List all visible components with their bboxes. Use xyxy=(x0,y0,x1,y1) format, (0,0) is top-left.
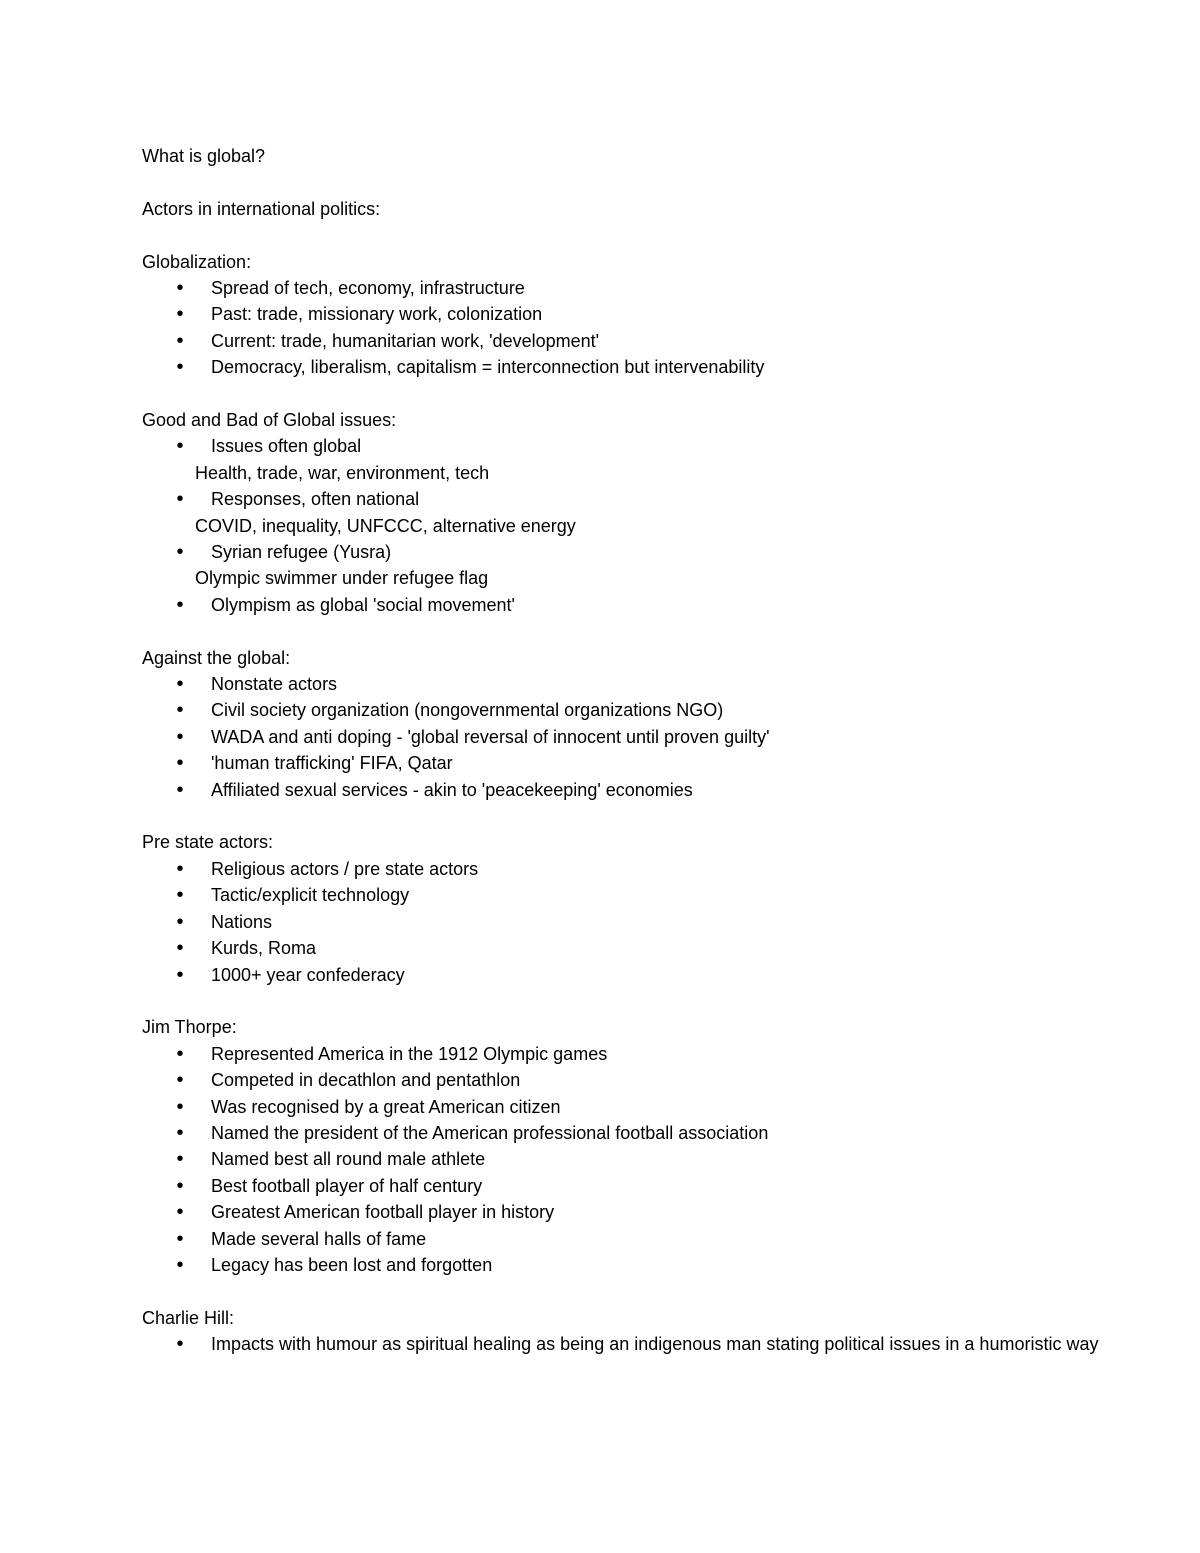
list-item-text: Represented America in the 1912 Olympic games xyxy=(211,1043,608,1064)
list-item-text: Current: trade, humanitarian work, 'development' xyxy=(211,330,600,351)
bullet-icon: • xyxy=(176,277,184,299)
list-item-text: Olympism as global 'social movement' xyxy=(211,594,515,615)
list-item-text: Nonstate actors xyxy=(211,674,338,695)
list-item-text: 1000+ year confederacy xyxy=(211,964,405,985)
bullet-icon: • xyxy=(176,1253,184,1276)
list-item xyxy=(142,1173,1102,1199)
list-item-text: Greatest American football player in history xyxy=(211,1202,555,1223)
bullet-icon: • xyxy=(176,1148,184,1171)
spacer xyxy=(142,988,1102,1014)
list-item xyxy=(142,962,1102,988)
list-item-text: Nations xyxy=(211,911,273,932)
bullet-icon: • xyxy=(176,1227,184,1250)
bullet-list xyxy=(142,671,1102,803)
list-item xyxy=(142,328,1102,354)
bullet-icon: • xyxy=(176,884,184,907)
spacer xyxy=(142,381,1102,407)
bullet-icon: • xyxy=(176,857,184,880)
spacer xyxy=(142,618,1102,644)
bullet-icon: • xyxy=(176,356,184,379)
list-item xyxy=(142,750,1102,776)
bullet-icon: • xyxy=(176,725,184,748)
list-item xyxy=(142,1331,1102,1357)
list-item xyxy=(142,1199,1102,1225)
list-item-text: Tactic/explicit technology xyxy=(211,885,410,906)
list-item xyxy=(142,1226,1102,1252)
bullet-icon: • xyxy=(176,1333,184,1356)
list-item-text: Impacts with humour as spiritual healing as being an indigenous man stating political issues in a humoristic way xyxy=(211,1334,1099,1355)
bullet-icon: • xyxy=(176,1174,184,1197)
list-item-text: Legacy has been lost and forgotten xyxy=(211,1254,493,1275)
list-item xyxy=(142,856,1102,882)
list-item-subline: Health, trade, war, environment, tech xyxy=(195,462,490,483)
list-item-text: Spread of tech, economy, infrastructure xyxy=(211,278,525,298)
section-heading: Against the global: xyxy=(142,647,291,668)
list-item-text: Best football player of half century xyxy=(211,1175,483,1196)
bullet-icon: • xyxy=(176,1095,184,1118)
list-item xyxy=(142,1067,1102,1093)
list-item xyxy=(142,354,1102,380)
list-item-text: Issues often global xyxy=(211,436,362,457)
spacer xyxy=(142,1278,1102,1304)
list-item-text: Affiliated sexual services - akin to 'peacekeeping' economies xyxy=(211,779,693,800)
list-item xyxy=(142,433,1102,459)
bullet-icon: • xyxy=(176,329,184,352)
bullet-icon: • xyxy=(176,593,184,616)
list-item xyxy=(142,909,1102,935)
list-item-text: Democracy, liberalism, capitalism = interconnection but intervenability xyxy=(211,357,765,378)
list-item xyxy=(142,486,1102,512)
bullet-icon: • xyxy=(176,541,184,564)
document-page xyxy=(142,143,1102,1358)
section-heading: Good and Bad of Global issues: xyxy=(142,410,397,431)
list-item-subline: Olympic swimmer under refugee flag xyxy=(195,568,489,589)
list-item xyxy=(142,882,1102,908)
list-item xyxy=(142,275,1102,301)
list-item-text: Syrian refugee (Yusra) xyxy=(211,542,392,563)
bullet-icon: • xyxy=(176,699,184,722)
bullet-icon: • xyxy=(176,752,184,775)
list-item xyxy=(142,1041,1102,1067)
list-item xyxy=(142,1146,1102,1172)
list-item-text: Religious actors / pre state actors xyxy=(211,858,479,879)
list-item xyxy=(142,1120,1102,1146)
section-heading: Globalization: xyxy=(142,251,252,272)
bullet-icon: • xyxy=(176,303,184,326)
bullet-icon: • xyxy=(176,910,184,933)
list-item xyxy=(142,697,1102,723)
bullet-icon: • xyxy=(176,1069,184,1092)
bullet-icon: • xyxy=(176,435,184,458)
list-item xyxy=(142,724,1102,750)
list-item-text: Civil society organization (nongovernmental organizations NGO) xyxy=(211,700,724,721)
list-item xyxy=(142,671,1102,697)
list-item-text: 'human trafficking' FIFA, Qatar xyxy=(211,753,453,774)
list-item-text: Was recognised by a great American citizen xyxy=(211,1096,561,1117)
sections-container xyxy=(142,249,1102,1358)
list-item xyxy=(142,1094,1102,1120)
list-item xyxy=(142,777,1102,803)
section-heading: Charlie Hill: xyxy=(142,1307,235,1328)
bullet-list xyxy=(142,275,1102,381)
list-item-text: Named the president of the American professional football association xyxy=(211,1122,769,1143)
bullet-icon: • xyxy=(176,1121,184,1144)
spacer xyxy=(142,803,1102,829)
section-heading: Pre state actors: xyxy=(142,832,274,853)
list-item xyxy=(142,539,1102,565)
list-item-text: Competed in decathlon and pentathlon xyxy=(211,1070,521,1091)
bullet-icon: • xyxy=(176,778,184,801)
bullet-icon: • xyxy=(176,963,184,986)
list-item xyxy=(142,301,1102,327)
list-item-text: Named best all round male athlete xyxy=(211,1149,486,1170)
bullet-list xyxy=(142,856,1102,988)
list-item-text: Made several halls of fame xyxy=(211,1228,427,1249)
bullet-icon: • xyxy=(176,673,184,696)
spacer xyxy=(142,222,1102,248)
list-item-text: Responses, often national xyxy=(211,489,420,510)
bullet-icon: • xyxy=(176,937,184,960)
bullet-list xyxy=(142,1331,1102,1357)
bullet-icon: • xyxy=(176,1201,184,1224)
section-heading: Jim Thorpe: xyxy=(142,1017,237,1038)
list-item xyxy=(142,935,1102,961)
list-item-text: Past: trade, missionary work, colonization xyxy=(211,304,543,325)
list-item-text: Kurds, Roma xyxy=(211,938,317,959)
bullet-list xyxy=(142,433,1102,618)
doc-title: What is global? xyxy=(142,146,266,166)
list-item-subline: COVID, inequality, UNFCCC, alternative energy xyxy=(195,515,576,536)
actors-heading: Actors in international politics: xyxy=(142,198,381,219)
list-item xyxy=(142,592,1102,618)
bullet-icon: • xyxy=(176,1042,184,1065)
bullet-list xyxy=(142,1041,1102,1279)
bullet-icon: • xyxy=(176,488,184,511)
spacer xyxy=(142,169,1102,195)
list-item xyxy=(142,1252,1102,1278)
list-item-text: WADA and anti doping - 'global reversal of innocent until proven guilty' xyxy=(211,726,770,747)
